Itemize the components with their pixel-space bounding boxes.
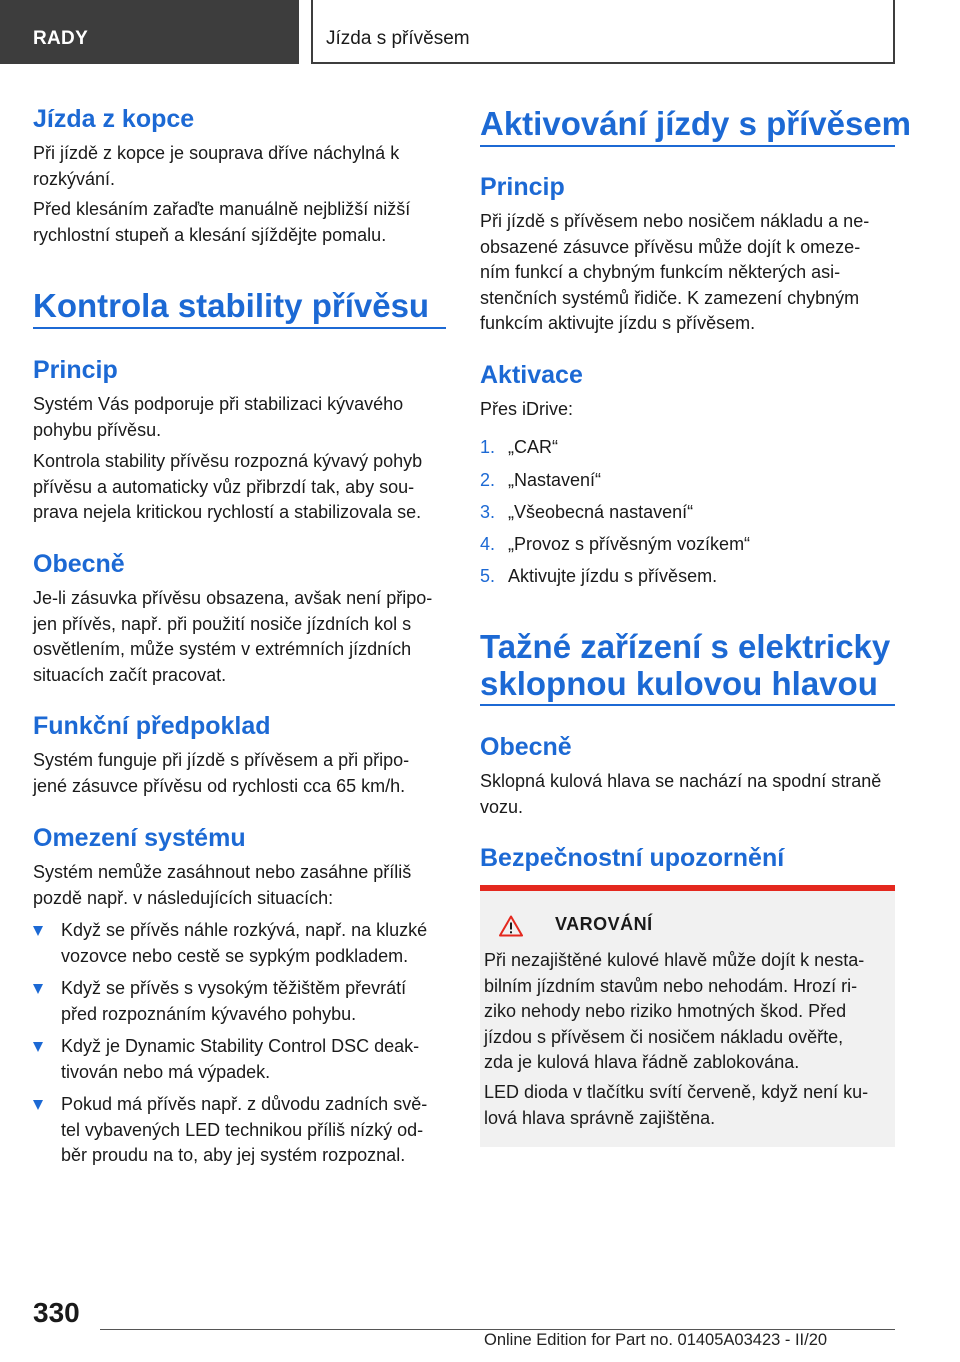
heading-funkcni-predpoklad: Funkční předpoklad — [33, 712, 271, 740]
section-title: Jízda s přívěsem — [326, 28, 470, 49]
heading-obecne-right: Obecně — [480, 733, 572, 761]
list-item: Když je Dynamic Stability Control DSC deak- tivován nebo má výpadek. — [33, 1034, 446, 1086]
heading-princip-left: Princip — [33, 356, 118, 384]
heading-rule — [33, 327, 446, 329]
list-item: Když se přívěs náhle rozkývá, např. na kluzké vozovce nebo cestě se sypkým podkladem. — [33, 918, 446, 970]
paragraph-aktivace-intro: Přes iDrive: — [480, 399, 574, 419]
numbered-step: 1. „CAR“ — [480, 437, 558, 457]
warning-paragraph-1: Při nezajištěné kulové hlavě může dojít k nesta- bilním jízdním stavům nebo nehodám. Hrozí ri- ziko nehody nebo riziko hmotných škod. Před jízdou s přívěsem či nosičem nákladu ověřte, zda je kulová hlava řádně zablokována. — [484, 950, 865, 1072]
heading-bezpecnostni-upozorneni: Bezpečnostní upozornění — [480, 844, 785, 872]
heading-omezeni-systemu: Omezení systému — [33, 824, 246, 852]
footer-edition: Online Edition for Part no. 01405A03423 - II/20 — [484, 1331, 828, 1349]
paragraph-obecne-right: Sklopná kulová hlava se nachází na spodní straně vozu. — [480, 771, 882, 817]
heading-kontrola-stability: Kontrola stability přívěsu — [33, 287, 430, 324]
warning-title: VAROVÁNÍ — [555, 914, 653, 934]
triangle-bullet-icon — [33, 1042, 43, 1052]
numbered-step: 2. „Nastavení“ — [480, 470, 602, 490]
heading-rule — [480, 145, 895, 147]
list-item: Když se přívěs s vysokým těžištěm převrátí před rozpoznáním kývavého pohybu. — [33, 976, 446, 1028]
heading-tazne-zarizeni-1: Tažné zařízení s elektricky — [480, 628, 891, 665]
paragraph-princip-2: Kontrola stability přívěsu rozpozná kývavý pohyb přívěsu a automaticky vůz přibrzdí tak, aby sou- prava nejela kritickou rychlostí a stabilizovala se. — [33, 451, 423, 522]
numbered-step: 5. Aktivujte jízdu s přívěsem. — [480, 566, 718, 586]
warning-triangle-icon — [499, 915, 523, 937]
heading-aktivovani: Aktivování jízdy s přívěsem — [480, 105, 912, 142]
numbered-step: 4. „Provoz s přívěsným vozíkem“ — [480, 534, 751, 554]
heading-rule — [480, 704, 895, 706]
heading-princip-right: Princip — [480, 173, 565, 201]
paragraph-predpoklad: Systém funguje při jízdě s přívěsem a při připo- jené zásuvce přívěsu od rychlosti cca 65 km/h. — [33, 750, 410, 796]
triangle-bullet-icon — [33, 984, 43, 994]
paragraph-princip-1: Systém Vás podporuje při stabilizaci kývavého pohybu přívěsu. — [33, 394, 404, 440]
footer-rule — [100, 1329, 895, 1330]
paragraph-omezeni: Systém nemůže zasáhnout nebo zasáhne příliš pozdě např. v následujících situacích: — [33, 862, 412, 908]
warning-paragraph-2: LED dioda v tlačítku svítí červeně, když není ku- lová hlava správně zajištěna. — [484, 1082, 869, 1128]
chapter-title: RADY — [33, 28, 89, 49]
paragraph-descent-2: Před klesáním zařaďte manuálně nejbližší nižší rychlostní stupeň a klesání sjíždějte pomalu. — [33, 199, 411, 245]
heading-aktivace: Aktivace — [480, 361, 583, 389]
list-item: Pokud má přívěs např. z důvodu zadních svě- tel vybavených LED technikou příliš nízký od- běr proudu na to, aby jej systém rozpoznal. — [33, 1092, 446, 1170]
paragraph-princip-right: Při jízdě s přívěsem nebo nosičem nákladu a ne- obsazené zásuvce přívěsu může dojít k omeze- ním funkcí a chybným funkcím některých asi- stenčních systémů řidiče. K zamezení chybným funkcím aktivujte jízdu s přívěsem. — [480, 211, 870, 333]
triangle-bullet-icon — [33, 1100, 43, 1110]
header-section-tab — [311, 0, 895, 64]
heading-tazne-zarizeni-2: sklopnou kulovou hlavou — [480, 665, 878, 702]
page-number: 330 — [33, 1297, 80, 1328]
heading-obecne-left: Obecně — [33, 550, 125, 578]
header-chapter-tab — [0, 0, 299, 64]
numbered-step: 3. „Všeobecná nastavení“ — [480, 502, 694, 522]
warning-box — [480, 885, 895, 1147]
paragraph-descent-1: Při jízdě z kopce je souprava dříve náchylná k rozkývání. — [33, 143, 400, 189]
heading-jizda-z-kopce: Jízda z kopce — [33, 105, 195, 133]
paragraph-obecne-left: Je-li zásuvka přívěsu obsazena, avšak není připo- jen přívěs, např. při použití nosiče jízdních kol s osvětlením, může systém v extrémních jízdních situacích začít pracovat. — [33, 588, 433, 685]
triangle-bullet-icon — [33, 926, 43, 936]
